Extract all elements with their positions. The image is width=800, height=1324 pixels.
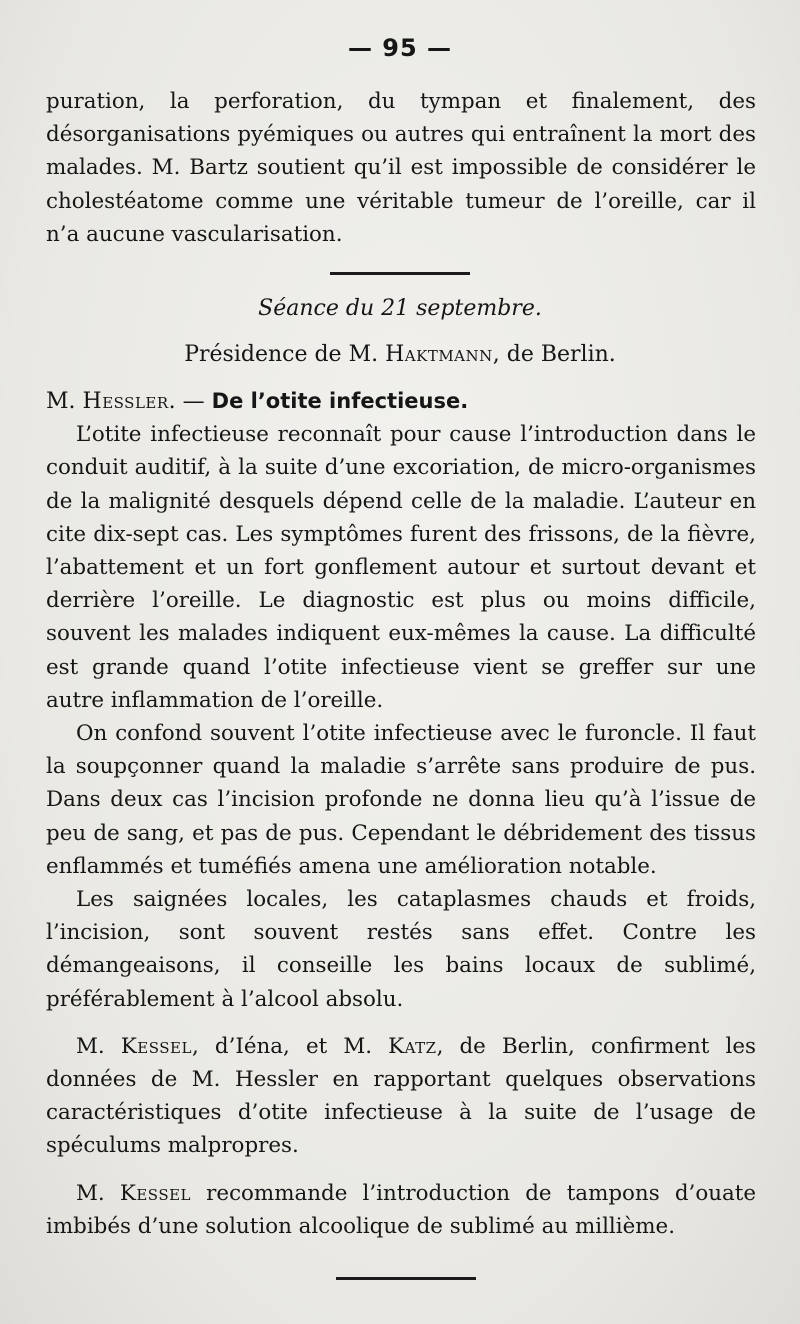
seance-title: Séance du 21 septembre. xyxy=(258,296,542,321)
paragraph-2: On confond souvent l’otite infectieuse avec le furoncle. Il faut la soupçonner quand la maladie s’arrête sans produire de pus. Dans deux cas l’incision profonde ne donna lieu qu’à l’issue de peu de sang, et pas de pus. Cependant le débridement des tissus enflammés et tuméfiés amena une amélioration notable. xyxy=(46,721,756,879)
presidence-line xyxy=(0,342,800,367)
hessler-heading-prefix: M. xyxy=(46,389,83,414)
paragraph-3: Les saignées locales, les cataplasmes chauds et froids, l’incision, sont souvent restés sans effet. Contre les démangeaisons, il conseille les bains locaux de sublimé, préférablement à l’alcool absolu. xyxy=(46,887,756,1012)
main-block xyxy=(46,385,756,1243)
continuation-paragraph: puration, la perforation, du tympan et finalement, des désorganisations pyémiques ou autres qui entraînent la mort des malades. M. Bartz soutient qu’il est impossible de considérer le cholestéatome comme une véritable tumeur de l’oreille, car il n’a aucune vascularisation. xyxy=(46,89,756,247)
hessler-paper-title: De l’otite infectieuse. xyxy=(211,389,469,413)
kessel-rec-rest: recommande l’introduction de tampons d’ouate imbibés d’une solution alcoolique de sublimé au millième. xyxy=(46,1180,756,1239)
kessel-rec-prefix: M. xyxy=(76,1180,120,1206)
paragraph-1: L’otite infectieuse reconnaît pour cause l’introduction dans le conduit auditif, à la suite d’une excoriation, de micro-organismes de la malignité desquels dépend celle de la maladie. L’auteur en cite dix-sept cas. Les symptômes furent des frissons, de la fièvre, l’abattement et un fort gonflement autour et surtout devant et derrière l’oreille. Le diagnostic est plus ou moins difficile, souvent les malades indiquent eux-mêmes la cause. La difficulté est grande quand l’otite infectieuse vient se greffer sur une autre inflammation de l’oreille. xyxy=(46,422,756,713)
presidence-suffix: , de Berlin. xyxy=(492,342,616,367)
kessel-katz-rest: , de Berlin, confirment les données de M. Hessler en rapportant quelques observations caractéristiques d’otite infectieuse à la suite de l’usage de spéculums malpropres. xyxy=(46,1033,756,1159)
president-name: Haktmann xyxy=(385,342,493,367)
katz-name: Katz xyxy=(388,1033,437,1059)
hessler-heading-separator: . — xyxy=(168,389,212,414)
kessel-rec-name: Kessel xyxy=(119,1180,192,1206)
hessler-heading xyxy=(46,385,756,418)
page-number: — 95 — xyxy=(347,34,453,62)
presidence-prefix: Présidence de M. xyxy=(184,342,386,367)
kessel-katz-prefix: M. xyxy=(76,1033,121,1059)
section-divider-top xyxy=(330,272,470,275)
kessel-recommendation-paragraph xyxy=(46,1177,756,1243)
continuation-block xyxy=(46,85,756,251)
kessel-name: Kessel xyxy=(120,1033,192,1059)
section-divider-bottom xyxy=(336,1277,476,1280)
hessler-name: Hessler xyxy=(82,389,169,414)
kessel-katz-paragraph xyxy=(46,1030,756,1163)
kessel-katz-middle: , d’Iéna, et M. xyxy=(191,1033,389,1059)
